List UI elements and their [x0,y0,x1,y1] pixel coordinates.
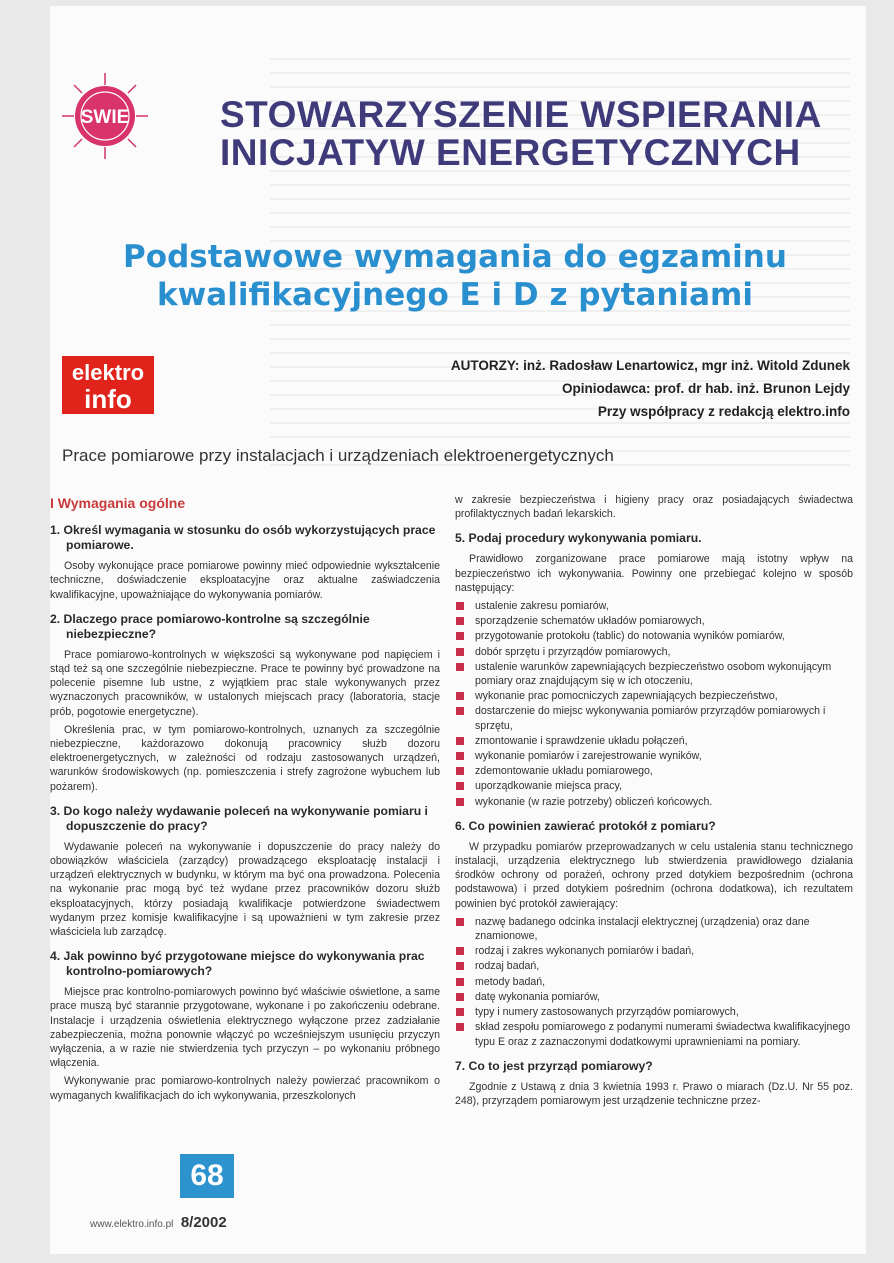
list-item: dostarczenie do miejsc wykonywania pomiarów przyrządów pomiarowych i sprzętu, [475,704,853,732]
answer-1-paragraph: Osoby wykonujące prace pomiarowe powinny mieć odpowiednie wykształcenie techniczne, doświadczenie eksploatacyjne oraz aktualne zaświadczenia kwalifikacyjne, upoważniające do wykonywania pomiarów. [50,560,440,601]
list-item: wykonanie (w razie potrzeby) obliczeń końcowych. [475,795,853,809]
list-item: uporządkowanie miejsca pracy, [475,779,853,793]
answer-4-paragraph-2: Wykonywanie prac pomiarowo-kontrolnych należy powierzać pracownikom o wymaganych kwalifikacjach do ich wykonywania, przeszkolonych [50,1075,440,1102]
organization-name [220,96,820,172]
protocol-list [455,915,853,1049]
list-item: ustalenie warunków zapewniających bezpieczeństwo osobom wykonującym pomiary oraz znajdującym się w ich otoczeniu, [475,660,853,688]
partner-logo-text-1: elektro [71,360,145,385]
answer-3-paragraph: Wydawanie poleceń na wykonywanie i dopuszczenie do pracy należy do obowiązków właściciela (zarządcy) prowadzącego eksploatację instalacji i urządzeń elektrycznych w budynku, w którym ma być ona prowadzona. Polecenia na wykonanie prac mogą być też wydane przez pracowników dozoru służb eksploatacyjnych, którzy posiadają kwalifikacje potwierdzone świadectwem wydanym przez komisje kwalifikacyjne i są upoważnieni w tym zakresie przez właściciela lub zarządcę. [50,840,440,939]
article-title [60,238,850,314]
answer-6-paragraph: W przypadku pomiarów przeprowadzanych w celu ustalenia stanu technicznego instalacji, urządzenia elektrycznego lub stwierdzenia prawidłowego działania środków ochrony od porażeń, ochrony przed dotykiem bezpośrednim (ochrona podstawowa) i przed dotykiem pośrednim (ochrona dodatkowa), ich rezultatem powinien być protokół zawierający: [455,840,853,910]
answer-4-paragraph-1: Miejsce prac kontrolno-pomiarowych powinno być właściwie oświetlone, a same prace muszą być starannie przygotowane, wykonane i po zakończeniu odebrane. Instalacje i urządzenia oświetlenia elektrycznego wyłączone przez zadziałanie zabezpieczenia, można ponownie włączyć po wcześniejszym usunięciu przyczyn wyłączenia, a w razie nie stwierdzenia tych przyczyn – po wykonaniu próbnego włączenia. [50,986,440,1070]
list-item: zdemontowanie układu pomiarowego, [475,764,853,778]
section-title: I Wymagania ogólne [50,495,186,511]
list-item: sporządzenie schematów układów pomiarowych, [475,614,853,628]
page-number: 68 [180,1154,234,1198]
list-item: przygotowanie protokołu (tablic) do notowania wyników pomiarów, [475,629,853,643]
list-item: typy i numery zastosowanych przyrządów pomiarowych, [475,1005,853,1019]
left-column [50,496,440,1107]
list-item: metody badań, [475,975,853,989]
title-line-2: kwalifikacyjnego E i D z pytaniami [157,277,753,313]
list-item: rodzaj i zakres wykonanych pomiarów i badań, [475,944,853,958]
question-5: 5. Podaj procedury wykonywania pomiaru. [455,531,702,546]
partner-logo-text-2: info [84,384,132,414]
list-item: wykonanie prac pomocniczych zapewniających bezpieczeństwo, [475,689,853,703]
org-line-1: STOWARZYSZENIE WSPIERANIA [220,94,822,135]
title-line-1: Podstawowe wymagania do egzaminu [123,239,787,275]
swie-logo-icon [60,71,150,161]
procedure-list [455,599,853,809]
list-item: ustalenie zakresu pomiarów, [475,599,853,613]
footer-website: www.elektro.info.pl [90,1219,174,1230]
answer-2-paragraph-2: Określenia prac, w tym pomiarowo-kontrolnych, uznanych za szczególnie niebezpieczne, każdorazowo dokonują pracownicy służb dozoru elektroenergetycznych, w zależności od rodzaju zastosowanych urządzeń, warunków środowiskowych (np. pomieszczenia i strefy zagrożone wybuchem lub pożarem). [50,723,440,793]
footer [90,1214,227,1232]
answer-5-paragraph: Prawidłowo zorganizowane prace pomiarowe mają istotny wpływ na bezpieczeństwo ich wykonywania. Powinny one przebiegać kolejno w sposób następujący: [455,553,853,594]
magazine-page [50,6,866,1254]
list-item: dobór sprzętu i przyrządów pomiarowych, [475,645,853,659]
credits [210,354,850,423]
question-7: 7. Co to jest przyrząd pomiarowy? [455,1058,653,1073]
cooperation-note: Przy współpracy z redakcją elektro.info [597,404,850,419]
question-4: 4. Jak powinno być przygotowane miejsce do wykonywania prac kontrolno-pomiarowych? [50,949,425,979]
question-1: 1. Określ wymagania w stosunku do osób wykorzystujących prace pomiarowe. [50,523,436,553]
logo-text: SWIE [80,107,130,128]
list-item: zmontowanie i sprawdzenie układu połączeń, [475,734,853,748]
answer-7-paragraph: Zgodnie z Ustawą z dnia 3 kwietnia 1993 r. Prawo o miarach (Dz.U. Nr 55 poz. 248), przyrządem pomiarowym jest urządzenie techniczne przez- [455,1080,853,1107]
footer-issue: 8/2002 [180,1214,227,1231]
question-2: 2. Dlaczego prace pomiarowo-kontrolne są szczególnie niebezpieczne? [50,611,370,641]
continued-paragraph: w zakresie bezpieczeństwa i higieny pracy oraz posiadających świadectwa profilaktycznych badań lekarskich. [455,494,853,521]
list-item: skład zespołu pomiarowego z podanymi numerami świadectwa kwalifikacyjnego typu E oraz z zaznaczonymi dodatkowymi uprawnieniami na pomiary. [475,1020,853,1048]
article-subtitle: Prace pomiarowe przy instalacjach i urządzeniach elektroenergetycznych [62,446,614,465]
answer-2-paragraph-1: Prace pomiarowo-kontrolnych w większości są wykonywane pod napięciem i stąd też są one szczególnie niebezpieczne. Prace te powinny być prowadzone na polecenie pisemne lub ustne, z wyjątkiem prac stale wykonywanych przez wyznaczonych pracowników, w ustalonych miejscach pracy (laboratoria, stacje prób, pogotowie energetyczne). [50,648,440,718]
list-item: nazwę badanego odcinka instalacji elektrycznej (urządzenia) oraz dane znamionowe, [475,915,853,943]
list-item: wykonanie pomiarów i zarejestrowanie wyników, [475,749,853,763]
question-6: 6. Co powinien zawierać protokół z pomiaru? [455,818,716,833]
reviewer: Opiniodawca: prof. dr hab. inż. Brunon Lejdy [561,381,850,396]
list-item: datę wykonania pomiarów, [475,990,853,1004]
authors: AUTORZY: inż. Radosław Lenartowicz, mgr inż. Witold Zdunek [450,358,850,373]
elektro-info-logo-icon [62,356,154,414]
list-item: rodzaj badań, [475,959,853,973]
right-column [455,493,853,1112]
org-line-2: INICJATYW ENERGETYCZNYCH [220,132,801,173]
question-3: 3. Do kogo należy wydawanie poleceń na wykonywanie pomiaru i dopuszczenie do pracy? [50,803,428,833]
